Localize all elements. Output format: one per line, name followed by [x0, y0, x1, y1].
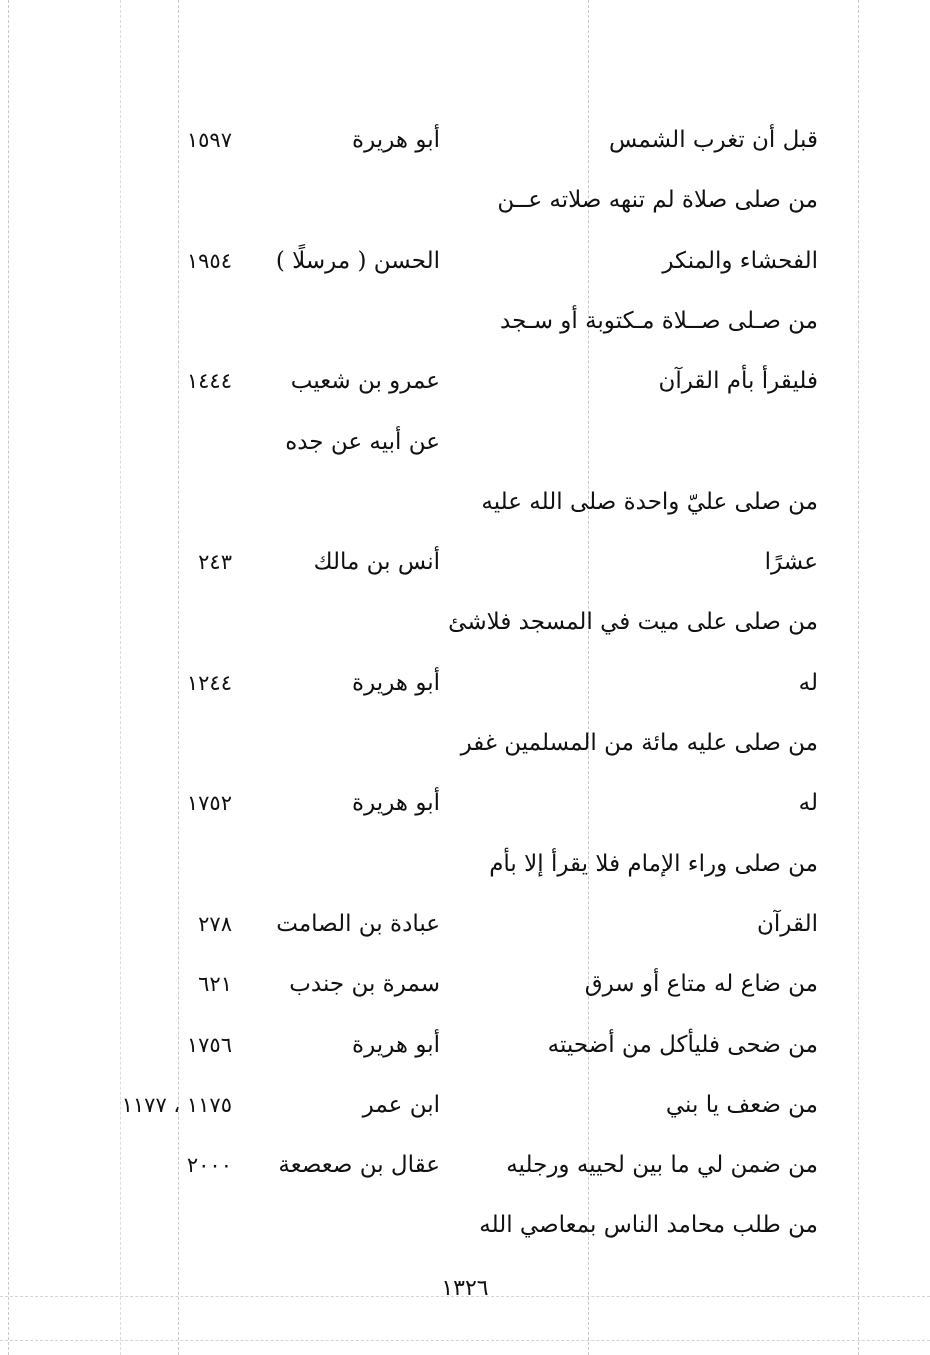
hadith-phrase: من ضحى فليأكل من أضحيته: [547, 1032, 818, 1058]
hadith-phrase: من ضمن لي ما بين لحييه ورجليه: [506, 1152, 818, 1178]
hadith-number: ١٩٥٤: [186, 249, 232, 273]
index-row: [0, 783, 930, 823]
hadith-phrase: من صـلى صــلاة مـكتوبة أو سـجد: [500, 308, 818, 334]
hadith-phrase: من ضاع له متاع أو سرق: [584, 971, 818, 997]
index-row: [0, 422, 930, 462]
hadith-phrase: قبل أن تغرب الشمس: [609, 127, 818, 153]
hadith-phrase: من صلى على ميت في المسجد فلاشئ: [448, 609, 818, 635]
index-row: [0, 1085, 930, 1125]
hadith-phrase: من ضعف يا بني: [665, 1092, 818, 1118]
narrator-name: أنس بن مالك: [313, 549, 440, 575]
hadith-phrase: من طلب محامد الناس بمعاصي الله: [479, 1212, 818, 1238]
index-row: [0, 1025, 930, 1065]
narrator-name: عن أبيه عن جده: [285, 429, 440, 455]
hadith-number: ١١٧٥ ، ١١٧٧: [121, 1093, 232, 1117]
hadith-number: ٢٠٠٠: [186, 1153, 232, 1177]
index-row: [0, 361, 930, 401]
scan-line: [0, 1340, 930, 1341]
index-row: [0, 241, 930, 281]
hadith-number: ٦٢١: [198, 972, 232, 996]
narrator-name: أبو هريرة: [352, 1032, 440, 1058]
index-row: [0, 663, 930, 703]
index-row: [0, 964, 930, 1004]
hadith-phrase: القرآن: [756, 911, 818, 937]
narrator-name: سمرة بن جندب: [289, 971, 440, 997]
narrator-name: أبو هريرة: [352, 670, 440, 696]
index-row: [0, 1145, 930, 1185]
hadith-phrase: فليقرأ بأم القرآن: [658, 368, 818, 394]
narrator-name: أبو هريرة: [352, 127, 440, 153]
index-row: [0, 120, 930, 160]
narrator-name: الحسن ( مرسلًا ): [275, 248, 440, 274]
index-row: [0, 482, 930, 522]
hadith-number: ١٥٩٧: [186, 128, 232, 152]
hadith-phrase: من صلى عليّ واحدة صلى الله عليه: [481, 489, 818, 515]
hadith-number: ١٧٥٢: [186, 791, 232, 815]
narrator-name: عقال بن صعصعة: [278, 1152, 440, 1178]
index-row: [0, 301, 930, 341]
narrator-name: ابن عمر: [362, 1092, 440, 1118]
index-row: [0, 180, 930, 220]
index-row: [0, 1205, 930, 1245]
page-number: ١٣٢٦: [441, 1276, 489, 1301]
hadith-phrase: له: [798, 670, 818, 696]
hadith-phrase: الفحشاء والمنكر: [662, 248, 818, 274]
narrator-name: أبو هريرة: [352, 790, 440, 816]
hadith-number: ١٢٤٤: [186, 671, 232, 695]
index-row: [0, 723, 930, 763]
narrator-name: عمرو بن شعيب: [290, 368, 440, 394]
hadith-number: ١٤٤٤: [186, 369, 232, 393]
index-row: [0, 904, 930, 944]
hadith-number: ١٧٥٦: [186, 1033, 232, 1057]
hadith-phrase: من صلى وراء الإمام فلا يقرأ إلا بأم: [489, 851, 818, 877]
hadith-number: ٢٧٨: [198, 912, 232, 936]
hadith-phrase: له: [798, 790, 818, 816]
index-row: [0, 542, 930, 582]
hadith-number: ٢٤٣: [198, 550, 232, 574]
hadith-phrase: عشرًا: [764, 549, 818, 575]
index-row: [0, 602, 930, 642]
index-row: [0, 844, 930, 884]
hadith-phrase: من صلى عليه مائة من المسلمين غفر: [460, 730, 818, 756]
hadith-phrase: من صلى صلاة لم تنهه صلاته عــن: [497, 187, 818, 213]
narrator-name: عبادة بن الصامت: [276, 911, 440, 937]
